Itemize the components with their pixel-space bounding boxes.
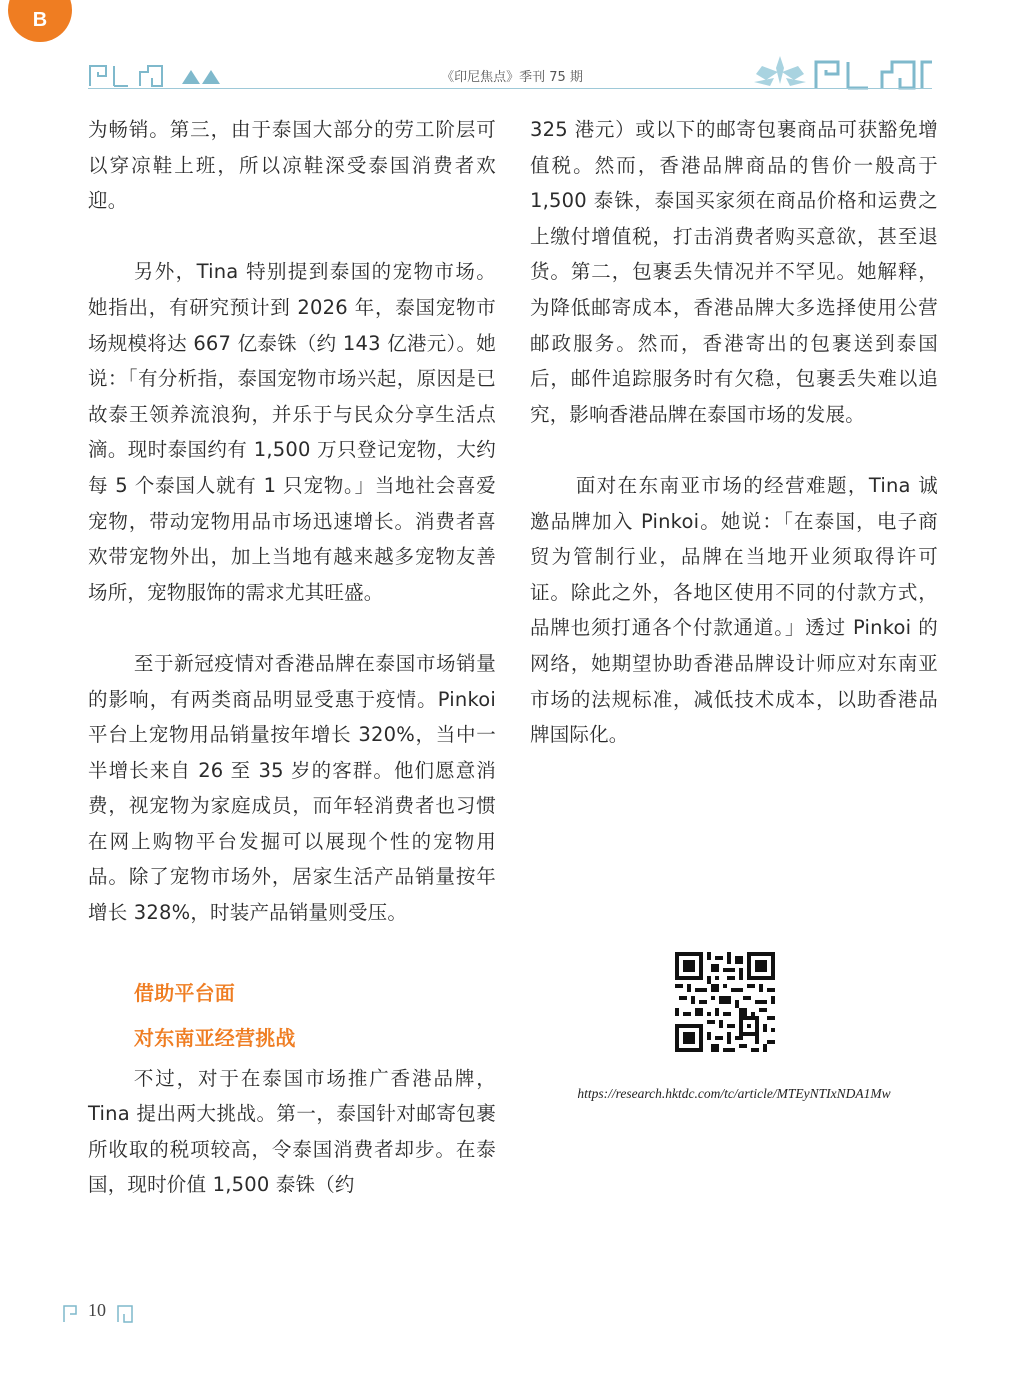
paragraph: 另外，Tina 特别提到泰国的宠物市场。她指出，有研究预计到 2026 年，泰国宠物市场规模将达 667 亿泰铢（约 143 亿港元）。她说：「有分析指，泰国宠物市场兴起，原因是已故泰王领养流浪狗，并乐于与民众分享生活点滴。现时泰国约有 1,500 万只登记宠物，大约每 5 个泰国人就有 1 只宠物。」当地社会喜爱宠物，带动宠物用品市场迅速增长。消费者喜欢带宠物外出，加上当地有越来越多宠物友善场所，宠物服饰的需求尤其旺盛。 bbox=[88, 260, 496, 604]
paragraph: 为畅销。第三，由于泰国大部分的劳工阶层可以穿凉鞋上班，所以凉鞋深受泰国消费者欢迎。 bbox=[88, 118, 496, 213]
paragraph: 面对在东南亚市场的经营难题，Tina 诚邀品牌加入 Pinkoi。她说：「在泰国，电子商贸为管制行业，品牌在当地开业须取得许可证。除此之外，各地区使用不同的付款方式，品牌也须打通各个付款通道。」透过 Pinkoi 的网络，她期望协助香港品牌设计师应对东南亚市场的法规标准，减低技术成本，以助香港品牌国际化。 bbox=[530, 473, 938, 747]
header-rule bbox=[88, 88, 932, 89]
paragraph: 至于新冠疫情对香港品牌在泰国市场销量的影响，有两类商品明显受惠于疫情。Pinkoi 平台上宠物用品销量按年增长 320%，当中一半增长来自 26 至 35 岁的客群。他们愿意消费，视宠物为家庭成员，而年轻消费者也习惯在网上购物平台发掘可以展现个性的宠物用品。除了宠物市场外，居家生活产品销量按年增长 328%，时装产品销量则受压。 bbox=[88, 651, 496, 925]
section-heading-line2: 对东南亚经营挑战 bbox=[134, 1025, 296, 1050]
qr-code-icon[interactable] bbox=[675, 952, 775, 1052]
right-column bbox=[530, 112, 938, 753]
paragraph: 不过，对于在泰国市场推广香港品牌，Tina 提出两大挑战。第一，泰国针对邮寄包裹所收取的税项较高，令泰国消费者却步。在泰国，现时价值 1,500 泰铢（约 bbox=[88, 1066, 496, 1197]
running-title: 《印尼焦点》季刊 75 期 bbox=[441, 70, 583, 85]
greek-key-ornament-icon bbox=[812, 58, 934, 90]
section-heading-line1: 借助平台面 bbox=[134, 980, 235, 1005]
source-url-link[interactable]: https://research.hktdc.com/tc/article/MTEyNTIxNDA1Mw bbox=[577, 1086, 891, 1101]
section-badge-label: B bbox=[32, 9, 48, 31]
snowflake-ornament-icon bbox=[752, 54, 808, 88]
section-badge bbox=[8, 0, 72, 42]
paragraph: 325 港元）或以下的邮寄包裹商品可获豁免增值税。然而，香港品牌商品的售价一般高于 1,500 泰铢，泰国买家须在商品价格和运费之上缴付增值税，打击消费者购买意欲，甚至退货。第二，包裹丢失情况并不罕见。她解释，为降低邮寄成本，香港品牌大多选择使用公营邮政服务。然而，香港寄出的包裹送到泰国后，邮件追踪服务时有欠稳，包裹丢失难以追究，影响香港品牌在泰国市场的发展。 bbox=[530, 118, 938, 426]
page-number: 10 bbox=[88, 1300, 106, 1320]
left-column bbox=[88, 112, 496, 1203]
